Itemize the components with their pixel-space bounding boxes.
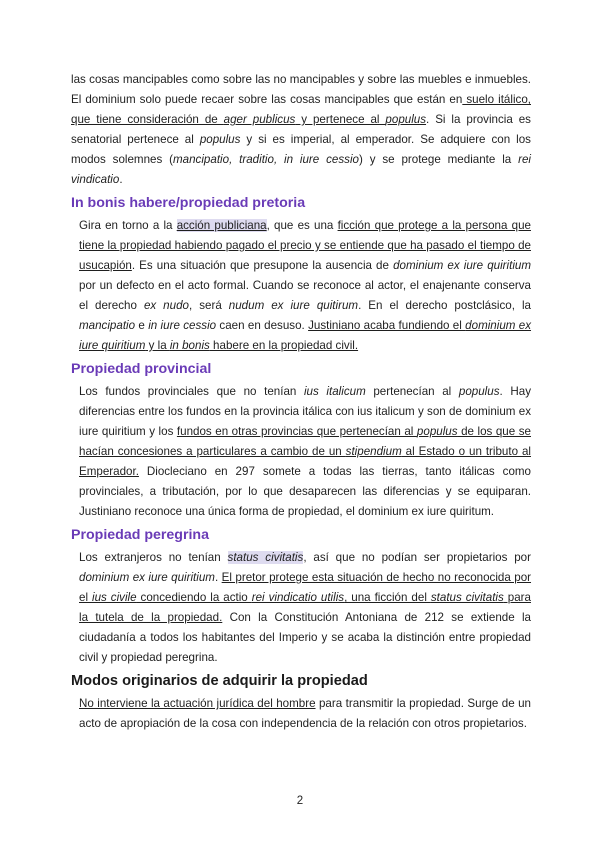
- highlighted-term: acción publiciana: [176, 219, 267, 232]
- text-run: Gira en torno a la: [79, 219, 177, 232]
- text-run: Diocleciano en 297 somete a todas las tierras, tanto itálicas como provinciales, a tributación, por lo que desaparecen las diferencias y se equiparan. Justiniano reconoce una única forma de propiedad, el dominium ex iure quiritum.: [79, 465, 531, 518]
- section-paragraph-modos-originarios: [71, 694, 531, 734]
- text-run: y si es imperial, al emperador. Se adquiere con los modos solemnes (: [71, 133, 531, 166]
- italic-term: ex nudo: [143, 299, 189, 312]
- text-run: e: [135, 319, 149, 332]
- italic-term: dominium ex iure quiritium: [79, 571, 215, 584]
- page-number: 2: [296, 795, 304, 807]
- text-run: , que es una: [266, 219, 338, 232]
- italic-term: populus: [199, 133, 241, 146]
- text-run: . Es una situación que presupone la ausencia de: [131, 259, 394, 272]
- text-run: de los que se hacían concesiones a particulares a cambio de un: [79, 425, 531, 458]
- italic-term: mancipatio: [79, 319, 136, 332]
- text-run: ) y se protege mediante la: [358, 153, 519, 166]
- text-run: Los extranjeros no tenían: [79, 551, 228, 564]
- text-run: , será: [188, 299, 229, 312]
- text-run: las cosas mancipables como sobre las no mancipables y sobre las muebles e inmuebles. El dominium solo puede recaer sobre las cosas mancipables que están en: [71, 73, 531, 106]
- highlighted-term: status civitatis: [227, 551, 304, 564]
- text-run: por un defecto en el acto formal. Cuando se reconoce al actor, el enajenante conserva el derecho: [79, 279, 531, 312]
- italic-term: in iure cessio: [148, 319, 217, 332]
- text-run: , así que no podían ser propietarios por: [303, 551, 531, 564]
- text-run: pertenecían al: [365, 385, 459, 398]
- text-run: , una ficción del: [344, 591, 431, 604]
- text-run: concediendo la actio: [136, 591, 252, 604]
- italic-term: populus: [458, 385, 500, 398]
- italic-term: dominium ex iure quiritium: [79, 319, 532, 352]
- italic-term: populus: [385, 113, 427, 126]
- section-paragraph-provincial: [71, 382, 531, 522]
- italic-term: rei vindicatio: [71, 153, 531, 186]
- section-paragraph-peregrina: [71, 548, 531, 668]
- italic-term: mancipatio, traditio, in iure cessio: [173, 153, 359, 166]
- text-run: . Si la provincia es senatorial pertenece al: [71, 113, 531, 146]
- text-run: al Estado o un tributo al Emperador.: [79, 445, 531, 478]
- text-run: suelo itálico, que tiene consideración de: [71, 93, 531, 126]
- text-run: para transmitir la propiedad. Surge de un acto de apropiación de la cosa con independencia de la relación con otros propietarios.: [79, 697, 532, 730]
- text-run: . En el derecho postclásico, la: [358, 299, 531, 312]
- italic-term: ager publicus: [223, 113, 296, 126]
- text-run: y pertenece al: [295, 113, 386, 126]
- section-heading-peregrina: Propiedad peregrina: [71, 527, 209, 543]
- italic-term: dominium ex iure quiritium: [393, 259, 532, 272]
- italic-term: status civitatis: [430, 591, 504, 604]
- text-run: Con la Constitución Antoniana de 212 se extiende la ciudadanía a todos los habitantes del Imperio y se acaba la distinción entre propiedad civil y propiedad peregrina.: [79, 611, 531, 664]
- text-run: y la: [145, 339, 170, 352]
- section-heading-provincial: Propiedad provincial: [71, 361, 212, 377]
- italic-term: populus: [416, 425, 458, 438]
- text-run: . Hay diferencias entre los fundos en la provincia itálica con ius italicum y son de dominium ex iure quiritium y los: [79, 385, 531, 438]
- text-run: .: [214, 571, 222, 584]
- italic-term: in bonis: [169, 339, 210, 352]
- intro-paragraph: [71, 70, 531, 190]
- section-paragraph-in-bonis: [71, 216, 531, 356]
- italic-term: ius civile: [92, 591, 137, 604]
- text-run: .: [119, 173, 123, 186]
- section-heading-modos-originarios: Modos originarios de adquirir la propiedad: [71, 673, 368, 689]
- text-run: Los fundos provinciales que no tenían: [79, 385, 304, 398]
- text-run: fundos en otras provincias que pertenecían al: [176, 425, 417, 438]
- text-run: caen en desuso.: [216, 319, 309, 332]
- underlined-text: ficción que protege a la persona que tiene la propiedad habiendo pagado el precio y se entiende que ha pasado el tiempo de usucapión: [79, 219, 531, 272]
- underlined-text: No interviene la actuación jurídica del hombre: [79, 697, 316, 710]
- page-content: [71, 70, 531, 734]
- text-run: Justiniano acaba fundiendo el: [308, 319, 466, 332]
- text-run: habere en la propiedad civil.: [209, 339, 359, 352]
- text-run: para la tutela de la propiedad.: [79, 591, 531, 624]
- section-heading-in-bonis: In bonis habere/propiedad pretoria: [71, 195, 306, 211]
- italic-term: nudum ex iure quitirum: [228, 299, 359, 312]
- italic-term: ius italicum: [303, 385, 366, 398]
- italic-term: rei vindicatio utilis: [251, 591, 345, 604]
- italic-term: stipendium: [345, 445, 402, 458]
- text-run: El pretor protege esta situación de hecho no reconocida por el: [79, 571, 532, 604]
